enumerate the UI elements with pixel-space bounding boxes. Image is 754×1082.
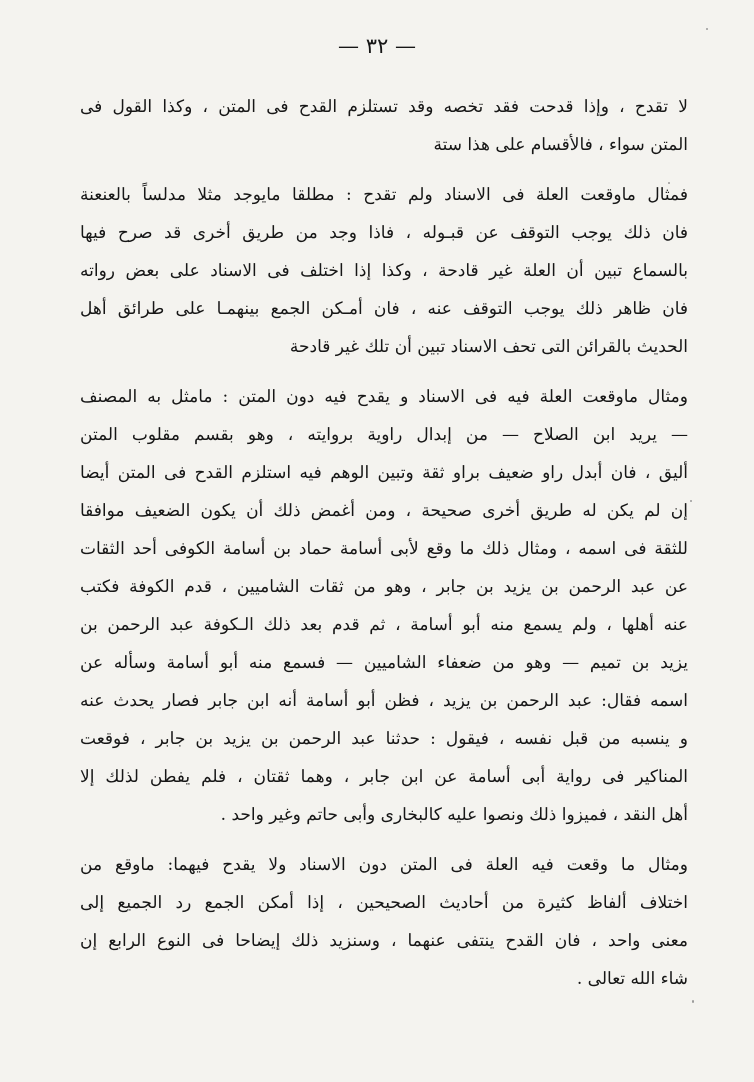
text-line: ومثال ما وقعت فيه العلة فى المتن دون الاسناد ولا يقدح فيهما: ماوقع من — [80, 855, 688, 875]
text-line: أهل النقد ، فميزوا ذلك ونصوا عليه كالبخارى وأبى حاتم وغير واحد . — [220, 805, 688, 825]
paragraph-1 — [80, 88, 688, 164]
scan-speck — [706, 28, 708, 30]
text-line: المتن سواء ، فالأقسام على هذا ستة — [433, 135, 688, 155]
scan-speck — [690, 500, 692, 502]
paragraph-4 — [80, 846, 688, 998]
paragraph-2 — [80, 176, 688, 366]
text-line: عنه أهلها ، ولم يسمع منه أبو أسامة ، ثم قدم بعد ذلك الـكوفة عبد الرحمن بن — [80, 615, 688, 635]
text-line: يزيد بن تميم — وهو من ضعفاء الشاميين — فسمع منه أبو أسامة وسأله عن — [80, 653, 688, 673]
text-line: المناكير فى رواية أبى أسامة عن ابن جابر ، وهما ثقتان ، فلم يفطن لذلك إلا — [80, 767, 688, 787]
text-line: الحديث بالقرائن التى تحف الاسناد تبين أن تلك غير قادحة — [289, 337, 688, 357]
text-line: فمثال ماوقعت العلة فى الاسناد ولم تقدح : مطلقا مايوجد مثلا مدلساً بالعنعنة — [80, 185, 688, 205]
page-number: — ٣٢ — — [338, 34, 416, 58]
text-line: فان ظاهر ذلك يوجب التوقف عنه ، فان أمـكن الجمع بينهمـا على طرائق أهل — [80, 299, 688, 319]
text-line: و ينسبه من قبل نفسه ، فيقول : حدثنا عبد الرحمن بن يزيد بن جابر ، فوقعت — [80, 729, 688, 749]
text-line: للثقة فى اسمه ، ومثال ذلك ما وقع لأبى أسامة حماد بن أسامة الكوفى أحد الثقات — [80, 539, 688, 559]
paragraph-3 — [80, 378, 688, 834]
text-line: معنى واحد ، فان القدح ينتفى عنهما ، وسنزيد ذلك إيضاحا فى النوع الرابع إن — [80, 931, 688, 951]
text-line: أليق ، فان أبدل راو ضعيف براو ثقة وتبين الوهم فيه استلزم القدح فى المتن أيضا — [80, 463, 688, 483]
text-line: — يريد ابن الصلاح — من إبدال راوية بروايته ، وهو بقسم مقلوب المتن — [80, 425, 688, 445]
text-line: عن عبد الرحمن بن يزيد بن جابر ، وهو من ثقات الشاميين ، قدم الكوفة فكتب — [80, 577, 688, 597]
body-text — [80, 88, 688, 1010]
text-line: فان ذلك يوجب التوقف عن قبـوله ، فاذا وجد من طريق أخرى قد صرح فيها — [80, 223, 688, 243]
text-line: ومثال ماوقعت العلة فيه فى الاسناد و يقدح فيه دون المتن : مامثل به المصنف — [80, 387, 688, 407]
text-line: بالسماع تبين أن العلة غير قادحة ، وكذا إذا اختلف فى الاسناد على بعض رواته — [80, 261, 688, 281]
scan-speck — [692, 1000, 694, 1003]
text-line: اسمه فقال: عبد الرحمن بن يزيد ، فظن أبو أسامة أنه ابن جابر فصار يحدث عنه — [80, 691, 688, 711]
scan-speck — [668, 182, 670, 184]
text-line: اختلاف ألفاظ كثيرة من أحاديث الصحيحين ، إذا أمكن الجمع رد الجميع إلى — [80, 893, 688, 913]
text-line: شاء الله تعالى . — [576, 969, 688, 989]
text-line: لا تقدح ، وإذا قدحت فقد تخصه وقد تستلزم القدح فى المتن ، وكذا القول فى — [80, 97, 688, 117]
text-line: إن لم يكن له طريق أخرى صحيحة ، ومن أغمض ذلك أن يكون الضعيف موافقا — [80, 501, 688, 521]
